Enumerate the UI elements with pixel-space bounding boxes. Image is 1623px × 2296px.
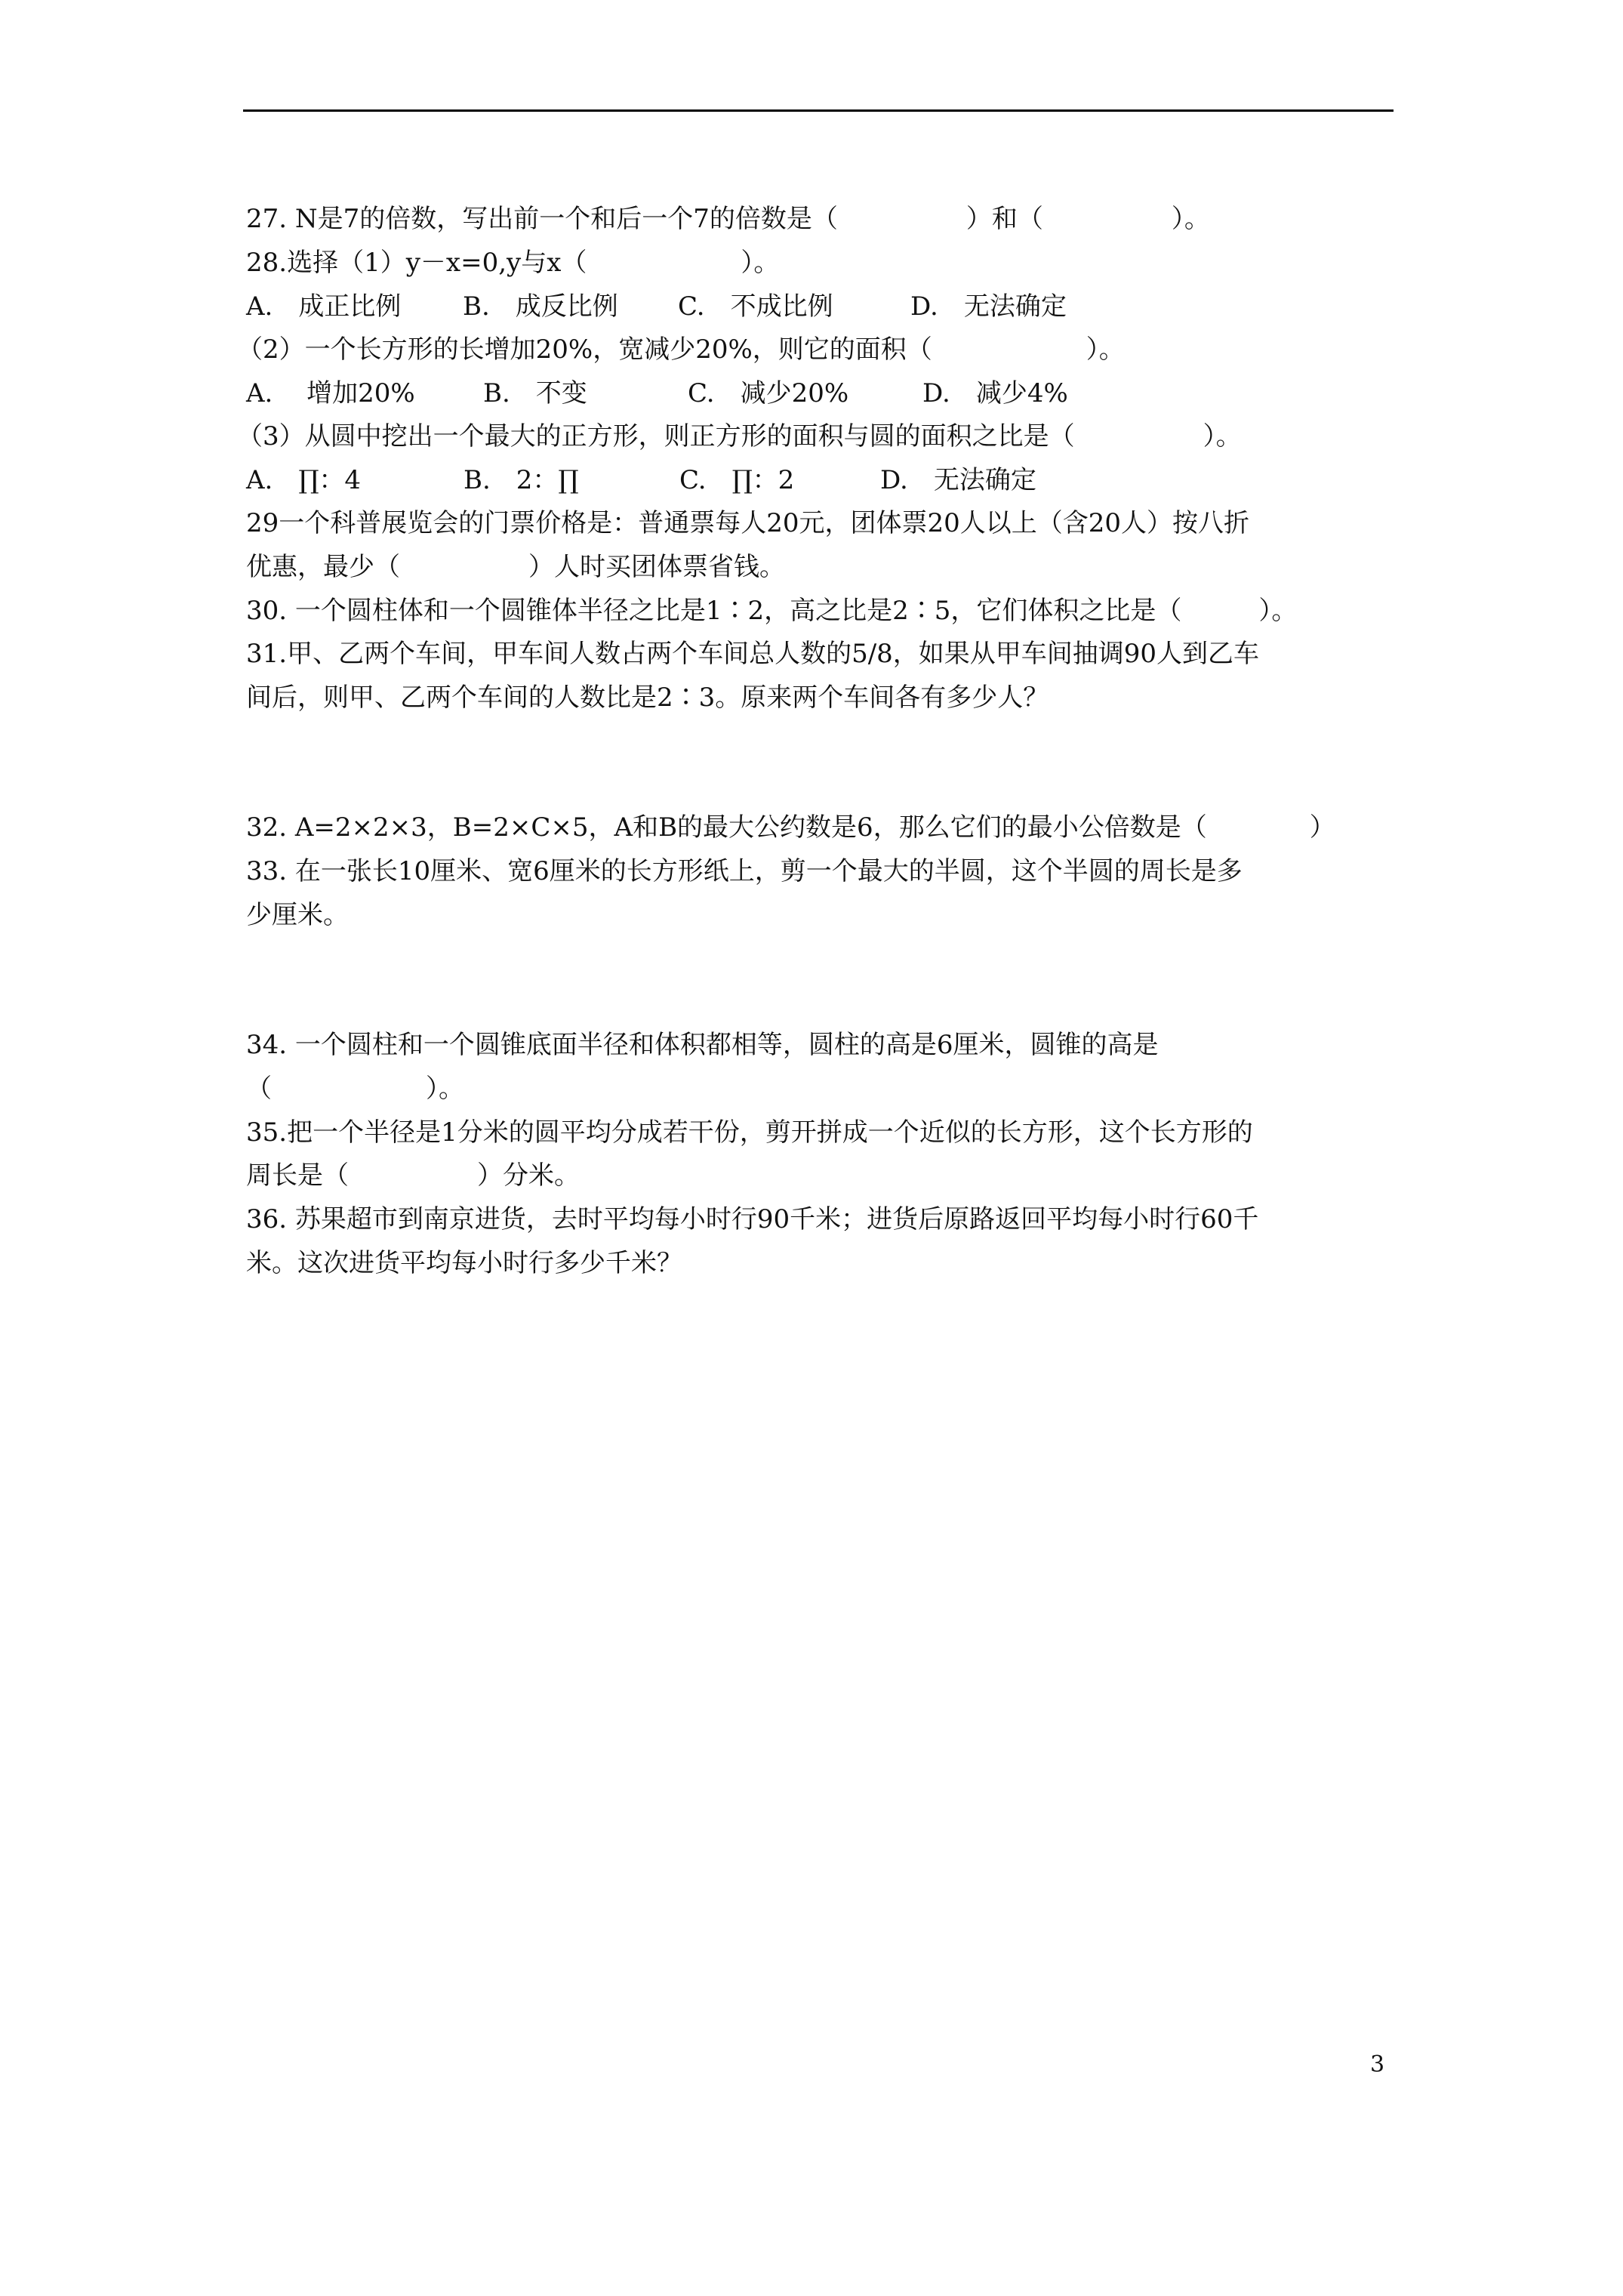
- question-28-2-stem: （2）一个长方形的长增加20%，宽减少20%，则它的面积（ ）。: [237, 334, 1125, 365]
- question-36-line-1: 36. 苏果超市到南京进货，去时平均每小时行90千米；进货后原路返回平均每小时行60千: [246, 1204, 1259, 1234]
- option-a: A. ∏：4: [246, 465, 362, 495]
- question-31-line-1: 31.甲、乙两个车间，甲车间人数占两个车间总人数的5/8，如果从甲车间抽调90人到乙车: [246, 639, 1260, 669]
- option-a: A. 成正比例: [246, 291, 402, 322]
- question-32: 32. A=2×2×3，B=2×C×5，A和B的最大公约数是6，那么它们的最小公倍数是（ ）: [246, 812, 1335, 843]
- question-28-3-stem: （3）从圆中挖出一个最大的正方形，则正方形的面积与圆的面积之比是（ ）。: [237, 421, 1242, 451]
- page-number: 3: [1370, 2051, 1385, 2078]
- option-b: B. 不变: [483, 378, 587, 408]
- option-d: D. 无法确定: [910, 291, 1067, 322]
- question-34-line-1: 34. 一个圆柱和一个圆锥底面半径和体积都相等，圆柱的高是6厘米，圆锥的高是: [246, 1030, 1159, 1060]
- question-31-line-2: 间后，则甲、乙两个车间的人数比是2∶3。原来两个车间各有多少人？: [246, 683, 1049, 713]
- question-33-line-1: 33. 在一张长10厘米、宽6厘米的长方形纸上，剪一个最大的半圆，这个半圆的周长是多: [246, 856, 1243, 886]
- question-36-line-2: 米。这次进货平均每小时行多少千米？: [246, 1248, 682, 1278]
- question-33-line-2: 少厘米。: [246, 900, 349, 930]
- question-29-line-2: 优惠，最少（ ）人时买团体票省钱。: [246, 552, 785, 582]
- option-c: C. ∏：2: [679, 465, 795, 495]
- question-35-line-2: 周长是（ ）分米。: [246, 1160, 580, 1191]
- question-28-3-options: [246, 464, 1378, 497]
- option-b: B. 成反比例: [463, 291, 618, 322]
- option-d: D. 无法确定: [880, 465, 1036, 495]
- option-a: A. 增加20%: [246, 378, 415, 408]
- question-28-2-options: [246, 377, 1378, 410]
- header-rule: [243, 109, 1394, 112]
- question-35-line-1: 35.把一个半径是1分米的圆平均分成若干份，剪开拼成一个近似的长方形，这个长方形的: [246, 1117, 1253, 1148]
- question-28-1-options: [246, 290, 1378, 323]
- option-c: C. 减少20%: [688, 378, 849, 408]
- option-d: D. 减少4%: [922, 378, 1068, 408]
- question-28-intro: 28.选择（1）y－x=0,y与x（ ）。: [246, 248, 780, 278]
- option-c: C. 不成比例: [678, 291, 833, 322]
- question-27: 27. N是7的倍数，写出前一个和后一个7的倍数是（ ）和（ ）。: [246, 204, 1210, 234]
- question-34-line-2: （ ）。: [246, 1074, 464, 1104]
- question-29-line-1: 29一个科普展览会的门票价格是：普通票每人20元，团体票20人以上（含20人）按八折: [246, 508, 1250, 538]
- question-30: 30. 一个圆柱体和一个圆锥体半径之比是1∶2，高之比是2∶5，它们体积之比是（ ）。: [246, 596, 1298, 626]
- option-b: B. 2：∏: [463, 465, 579, 495]
